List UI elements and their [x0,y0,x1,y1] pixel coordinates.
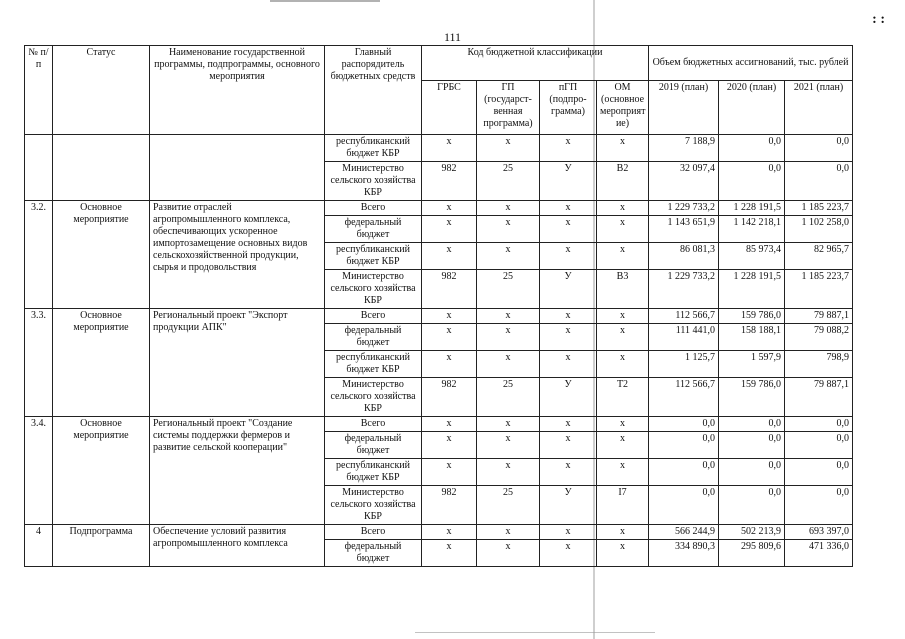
col-volume: Объем бюджетных ассигнований, тыс. рублей [649,46,853,81]
row-pgp: х [540,309,597,324]
row-grbs: х [422,324,477,351]
row-pgp: У [540,486,597,525]
row-om: х [597,201,649,216]
row-manager: Министерство сельского хозяйства КБР [325,162,422,201]
row-om: Т2 [597,378,649,417]
col-name: Наименование государственной программы, подпрограммы, основного мероприятия [150,46,325,135]
row-2019: 0,0 [649,432,719,459]
row-om: х [597,324,649,351]
row-manager: республиканский бюджет КБР [325,459,422,486]
row-om: В3 [597,270,649,309]
row-name [150,135,325,201]
row-2020: 0,0 [719,135,785,162]
col-manager: Главный распорядитель бюджетных средств [325,46,422,135]
row-status [53,135,150,201]
row-gp: 25 [477,378,540,417]
row-gp: 25 [477,270,540,309]
row-om: х [597,243,649,270]
row-2019: 111 441,0 [649,324,719,351]
row-2021: 1 185 223,7 [785,270,853,309]
row-grbs: 982 [422,162,477,201]
row-2019: 1 229 733,2 [649,270,719,309]
row-number: 3.4. [25,417,53,525]
row-name: Обеспечение условий развития агропромышленного комплекса [150,525,325,567]
row-2020: 0,0 [719,459,785,486]
row-om: х [597,432,649,459]
row-2019: 86 081,3 [649,243,719,270]
row-name: Развитие отраслей агропромышленного комплекса, обеспечивающих ускоренное импортозамещение основных видов сельскохозяйственной продукции, сырья и продовольствия [150,201,325,309]
row-2019: 334 890,3 [649,540,719,567]
row-2020: 1 228 191,5 [719,201,785,216]
row-grbs: х [422,525,477,540]
row-2021: 82 965,7 [785,243,853,270]
table-row [25,135,853,162]
row-2020: 295 809,6 [719,540,785,567]
row-grbs: х [422,432,477,459]
row-status: Основное мероприятие [53,309,150,417]
col-kbk: Код бюджетной классификации [422,46,649,81]
row-2019: 1 229 733,2 [649,201,719,216]
table-row [25,525,853,540]
row-manager: республиканский бюджет КБР [325,243,422,270]
row-manager: Министерство сельского хозяйства КБР [325,270,422,309]
row-2020: 85 973,4 [719,243,785,270]
row-pgp: х [540,216,597,243]
row-gp: х [477,309,540,324]
row-2020: 1 142 218,1 [719,216,785,243]
col-om: ОМ (основное мероприят ие) [597,81,649,135]
page-number: 111 [443,30,462,44]
row-manager: Всего [325,525,422,540]
row-2019: 112 566,7 [649,309,719,324]
row-gp: х [477,351,540,378]
scan-artifact-top [270,0,380,5]
row-manager: республиканский бюджет КБР [325,135,422,162]
row-2020: 159 786,0 [719,378,785,417]
scan-artifact-bottom [415,632,655,633]
row-grbs: х [422,243,477,270]
row-gp: х [477,459,540,486]
row-2019: 112 566,7 [649,378,719,417]
row-pgp: х [540,351,597,378]
row-2021: 0,0 [785,417,853,432]
margin-marks: : : [872,12,885,27]
row-pgp: х [540,243,597,270]
row-manager: федеральный бюджет [325,324,422,351]
row-2021: 0,0 [785,432,853,459]
row-pgp: х [540,525,597,540]
table-row [25,417,853,432]
row-om: х [597,351,649,378]
row-2020: 0,0 [719,417,785,432]
row-2021: 79 088,2 [785,324,853,351]
row-2020: 158 188,1 [719,324,785,351]
row-2021: 1 102 258,0 [785,216,853,243]
table-row [25,309,853,324]
row-grbs: х [422,309,477,324]
col-2020: 2020 (план) [719,81,785,135]
row-2021: 693 397,0 [785,525,853,540]
row-om: х [597,309,649,324]
row-status: Основное мероприятие [53,201,150,309]
row-grbs: х [422,351,477,378]
row-gp: х [477,540,540,567]
row-gp: х [477,525,540,540]
row-2021: 0,0 [785,459,853,486]
row-pgp: х [540,135,597,162]
row-gp: х [477,324,540,351]
row-2021: 79 887,1 [785,309,853,324]
row-grbs: 982 [422,378,477,417]
row-gp: х [477,243,540,270]
row-grbs: х [422,201,477,216]
row-2019: 0,0 [649,417,719,432]
row-2020: 0,0 [719,486,785,525]
budget-table [24,45,853,567]
row-gp: х [477,432,540,459]
row-grbs: 982 [422,270,477,309]
row-2019: 566 244,9 [649,525,719,540]
row-om: х [597,135,649,162]
row-manager: Всего [325,309,422,324]
row-number [25,135,53,201]
row-pgp: х [540,459,597,486]
row-pgp: х [540,432,597,459]
row-number: 3.3. [25,309,53,417]
row-grbs: 982 [422,486,477,525]
row-grbs: х [422,216,477,243]
row-manager: Всего [325,201,422,216]
row-name: Региональный проект "Создание системы поддержки фермеров и развитие сельской кооперации" [150,417,325,525]
row-pgp: х [540,324,597,351]
row-gp: х [477,417,540,432]
row-2021: 471 336,0 [785,540,853,567]
col-2021: 2021 (план) [785,81,853,135]
row-gp: 25 [477,486,540,525]
row-2021: 0,0 [785,162,853,201]
row-2019: 7 188,9 [649,135,719,162]
row-manager: Министерство сельского хозяйства КБР [325,378,422,417]
table-row [25,201,853,216]
row-status: Подпрограмма [53,525,150,567]
col-num: № п/п [25,46,53,135]
row-om: В2 [597,162,649,201]
row-number: 3.2. [25,201,53,309]
row-manager: Всего [325,417,422,432]
row-om: х [597,459,649,486]
row-2019: 1 125,7 [649,351,719,378]
row-pgp: У [540,270,597,309]
row-pgp: У [540,378,597,417]
col-2019: 2019 (план) [649,81,719,135]
row-status: Основное мероприятие [53,417,150,525]
row-pgp: У [540,162,597,201]
row-grbs: х [422,417,477,432]
row-gp: х [477,135,540,162]
row-2021: 0,0 [785,486,853,525]
row-2021: 0,0 [785,135,853,162]
row-2020: 1 597,9 [719,351,785,378]
row-2020: 502 213,9 [719,525,785,540]
row-om: х [597,216,649,243]
row-om: х [597,417,649,432]
row-manager: Министерство сельского хозяйства КБР [325,486,422,525]
row-2021: 79 887,1 [785,378,853,417]
row-om: I7 [597,486,649,525]
col-pgp: пГП (подпро-грамма) [540,81,597,135]
row-2020: 159 786,0 [719,309,785,324]
row-2020: 0,0 [719,432,785,459]
row-pgp: х [540,201,597,216]
row-2019: 0,0 [649,459,719,486]
row-manager: федеральный бюджет [325,540,422,567]
row-2019: 32 097,4 [649,162,719,201]
row-manager: федеральный бюджет [325,216,422,243]
row-2021: 798,9 [785,351,853,378]
col-grbs: ГРБС [422,81,477,135]
row-manager: федеральный бюджет [325,432,422,459]
row-om: х [597,525,649,540]
table-header [25,46,853,135]
row-gp: х [477,216,540,243]
row-grbs: х [422,135,477,162]
row-grbs: х [422,540,477,567]
row-grbs: х [422,459,477,486]
table-body [25,135,853,567]
row-manager: республиканский бюджет КБР [325,351,422,378]
row-name: Региональный проект "Экспорт продукции АПК" [150,309,325,417]
row-2021: 1 185 223,7 [785,201,853,216]
row-2020: 0,0 [719,162,785,201]
row-number: 4 [25,525,53,567]
col-gp: ГП (государст-венная программа) [477,81,540,135]
row-gp: х [477,201,540,216]
row-gp: 25 [477,162,540,201]
col-status: Статус [53,46,150,135]
row-2020: 1 228 191,5 [719,270,785,309]
row-om: х [597,540,649,567]
row-pgp: х [540,417,597,432]
row-2019: 0,0 [649,486,719,525]
row-2019: 1 143 651,9 [649,216,719,243]
row-pgp: х [540,540,597,567]
